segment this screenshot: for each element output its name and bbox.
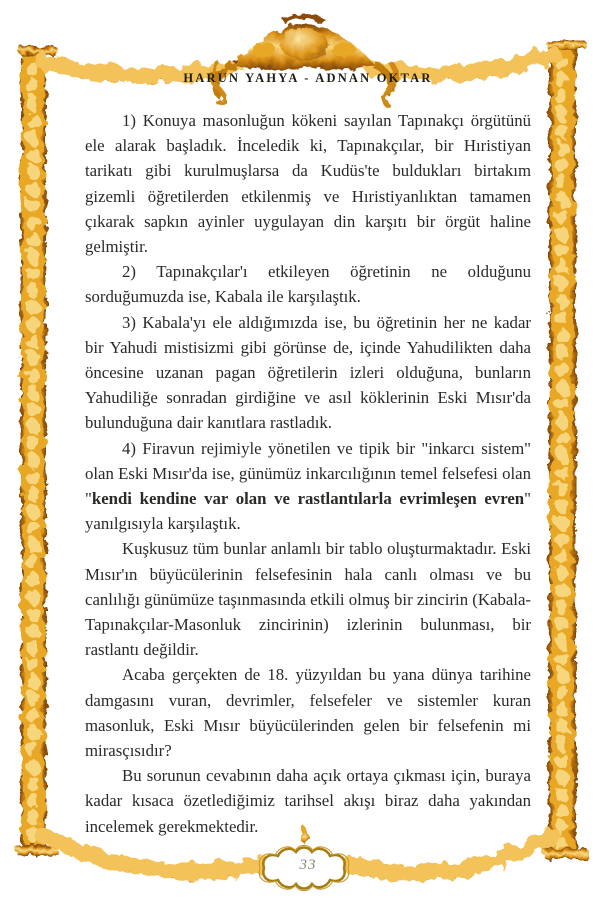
paragraph-text: Acaba gerçekten de 18. yüzyıldan bu yana dünya tarihine damgasını vuran, devrimler, felsefeler ve sistemler kuran masonluk, Eski Mısır büyücülerinden gelen bir felsefenin mi mirasçısıdır? <box>85 665 531 761</box>
paragraph-text: Kuşkusuz tüm bunlar anlamlı bir tablo oluşturmaktadır. Eski Mısır'ın büyücülerinin felsefesinin hala canlı olması ve bu canlılığı günümüze taşınmasında etkili olmuş bir zincirin (Kabala-Tapınakçılar-Masonluk zincirinin) izlerinin bulunması, bir rastlantı değildir. <box>85 539 531 660</box>
paragraph-text: 1) Konuya masonluğun kökeni sayılan Tapınakçı örgütünü ele alarak başladık. İnceledik ki, Tapınakçılar, bir Hıristiyan tarikatı gibi kurulmuşlarsa da Kudüs'te buldukları birtakım gizemli öğretilerden etkilenmiş ve Hıristiyanlıktan tamamen çıkarak sapkın ayinler uygulayan din karşıtı bir örgüt haline gelmiştir. <box>85 111 531 257</box>
paragraph-text: " yanılgısıyla karşılaştık. <box>85 489 531 534</box>
paragraph-7 <box>85 763 531 839</box>
paragraph-5 <box>85 536 531 662</box>
body-text <box>85 108 531 839</box>
running-header: HARUN YAHYA - ADNAN OKTAR <box>183 71 433 85</box>
paragraph-1 <box>85 108 531 259</box>
paragraph-text: Bu sorunun cevabının daha açık ortaya çıkması için, buraya kadar kısaca özetlediğimiz tarihsel akışı biraz daha yakından incelemek gerekmektedir. <box>85 766 531 836</box>
bold-emphasis: kendi kendine var olan ve rastlantılarla evrimleşen evren <box>91 489 525 509</box>
paragraph-text: 2) Tapınakçılar'ı etkileyen öğretinin ne olduğunu sorduğumuzda ise, Kabala ile karşılaştık. <box>85 262 531 307</box>
paragraph-2 <box>85 259 531 309</box>
paragraph-text: 4) Firavun rejimiyle yönetilen ve tipik bir "inkarcı sistem" olan Eski Mısır'da ise, günümüz inkarcılığının temel felsefesi olan " <box>85 438 531 509</box>
page-number: 33 <box>299 857 317 873</box>
paragraph-text: 3) Kabala'yı ele aldığımızda ise, bu öğretinin her ne kadar bir Yahudi mistisizmi gibi görünse de, içinde Yahudilikten daha öncesine uzanan pagan öğretilerin izleri olduğuna, bunların Yahudiliğe sonradan girdiğine ve asıl köklerinin Eski Mısır'da bulunduğuna dair kanıtlara rastladık. <box>85 312 531 433</box>
paragraph-3 <box>85 310 531 436</box>
paragraph-4 <box>85 436 531 537</box>
paragraph-6 <box>85 662 531 763</box>
